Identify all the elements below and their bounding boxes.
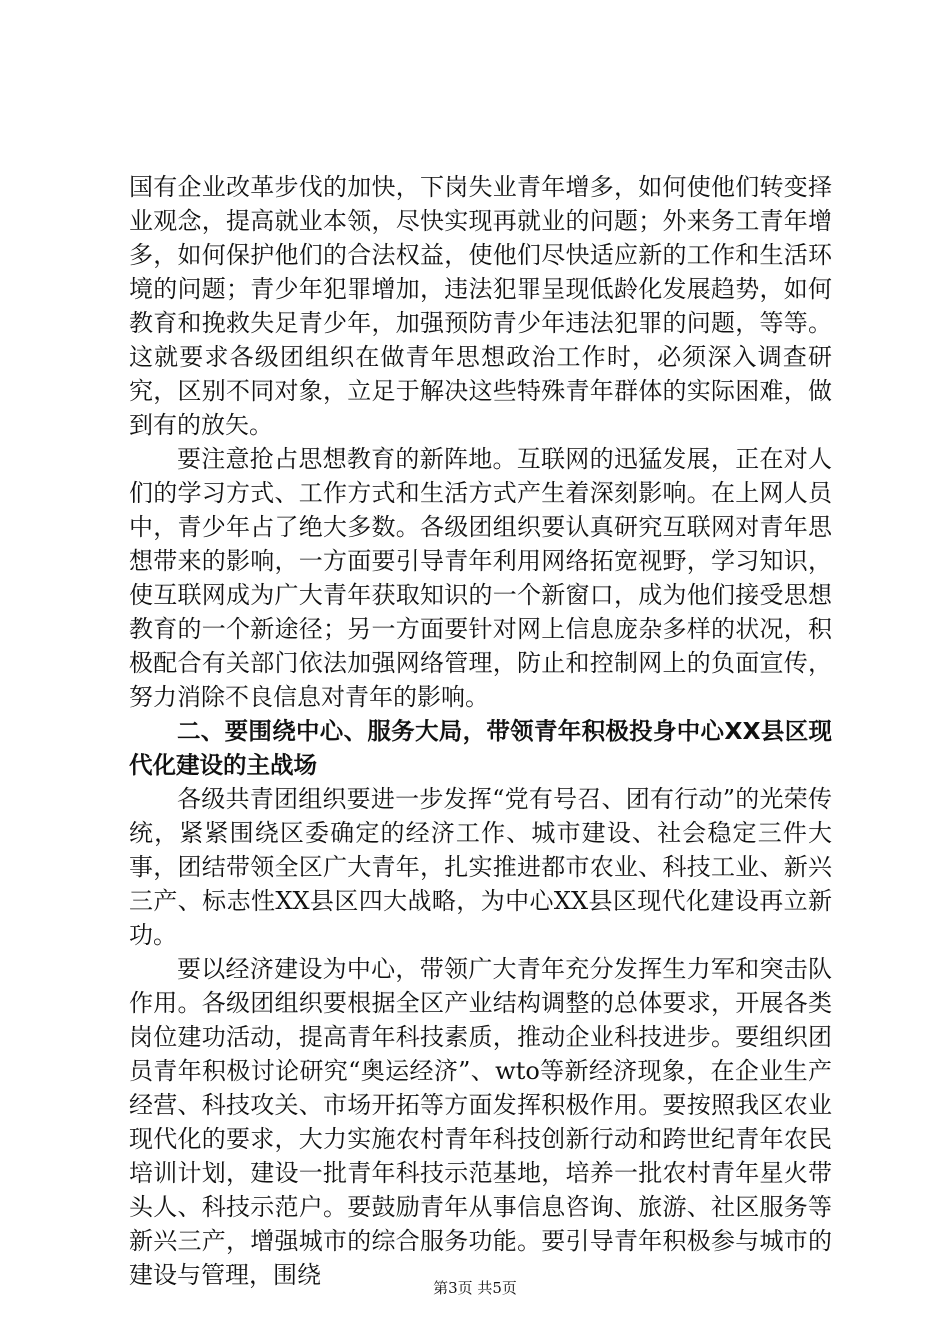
- section-heading: 二、要围绕中心、服务大局，带领青年积极投身中心XX县区现代化建设的主战场: [129, 717, 832, 779]
- paragraph-continuation: 国有企业改革步伐的加快，下岗失业青年增多，如何使他们转变择业观念，提高就业本领，尽快实现再就业的问题；外来务工青年增多，如何保护他们的合法权益，使他们尽快适应新的工作和生活环境的问题；青少年犯罪增加，违法犯罪呈现低龄化发展趋势，如何教育和挽救失足青少年，加强预防青少年违法犯罪的问题，等等。这就要求各级团组织在做青年思想政治工作时，必须深入调查研究，区别不同对象，立足于解决这些特殊青年群体的实际困难，做到有的放矢。: [129, 173, 832, 439]
- paragraph-party-call: 各级共青团组织要进一步发挥“党有号召、团有行动”的光荣传统，紧紧围绕区委确定的经济工作、城市建设、社会稳定三件大事，团结带领全区广大青年，扎实推进都市农业、科技工业、新兴三产、标志性XX县区四大战略，为中心XX县区现代化建设再立新功。: [129, 785, 832, 949]
- paragraph-internet: 要注意抢占思想教育的新阵地。互联网的迅猛发展，正在对人们的学习方式、工作方式和生活方式产生着深刻影响。在上网人员中，青少年占了绝大多数。各级团组织要认真研究互联网对青年思想带来的影响，一方面要引导青年利用网络拓宽视野，学习知识，使互联网成为广大青年获取知识的一个新窗口，成为他们接受思想教育的一个新途径；另一方面要针对网上信息庞杂多样的状况，积极配合有关部门依法加强网络管理，防止和控制网上的负面宣传，努力消除不良信息对青年的影响。: [129, 445, 832, 711]
- paragraph-economy: 要以经济建设为中心，带领广大青年充分发挥生力军和突击队作用。各级团组织要根据全区产业结构调整的总体要求，开展各类岗位建功活动，提高青年科技素质，推动企业科技进步。要组织团员青年积极讨论研究“奥运经济”、wto等新经济现象，在企业生产经营、科技攻关、市场开拓等方面发挥积极作用。要按照我区农业现代化的要求，大力实施农村青年科技创新行动和跨世纪青年农民培训计划，建设一批青年科技示范基地，培养一批农村青年星火带头人、科技示范户。要鼓励青年从事信息咨询、旅游、社区服务等新兴三产，增强城市的综合服务功能。要引导青年积极参与城市的建设与管理，围绕: [129, 955, 832, 1289]
- document-body: [129, 170, 832, 1292]
- page-footer: 第3页 共5页: [433, 1279, 517, 1297]
